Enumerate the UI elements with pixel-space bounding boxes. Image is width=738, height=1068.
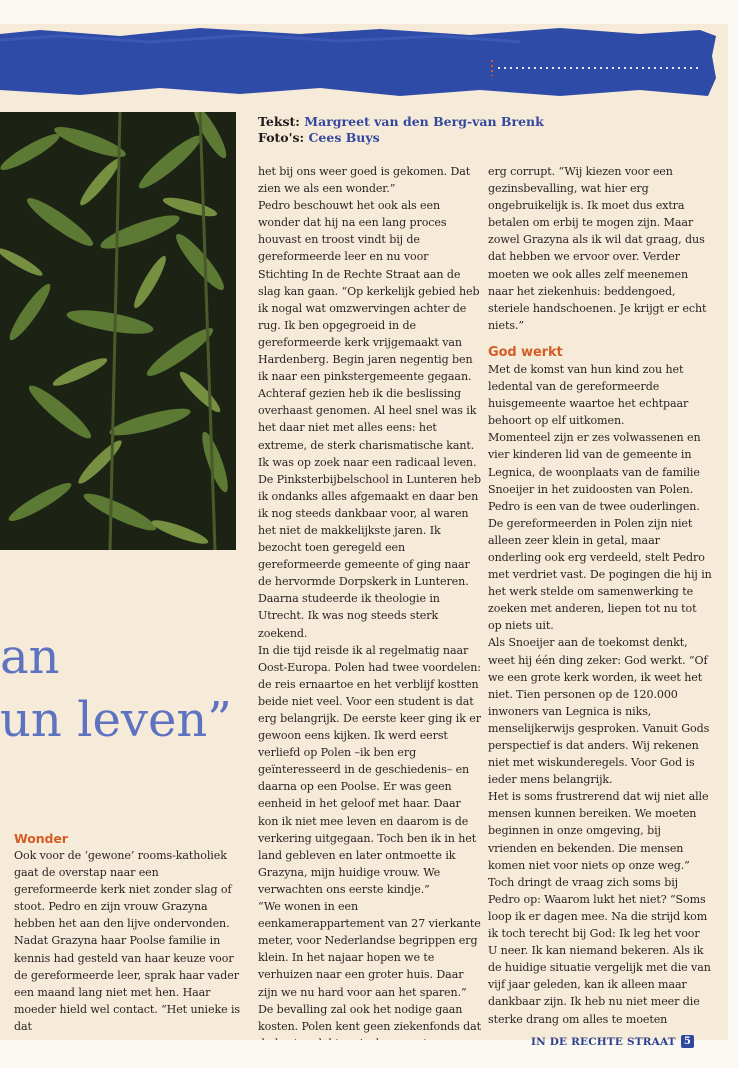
paragraph: Met de komst van hun kind zou het ledental van de gereformeerde huisgemeente waartoe het echtpaar behoort op elf uitkomen. bbox=[488, 362, 689, 428]
photo-credit bbox=[258, 130, 544, 146]
page-top-margin bbox=[0, 0, 738, 24]
blue-brush-banner bbox=[0, 26, 716, 98]
paragraph: “We wonen in een eenkamerappartement van 27 vierkante meter, voor Nederlandse begrippen erg klein. In het najaar hopen we te verhuizen naar een groter huis. Daar zijn we nu hard voor aan het sparen.” De bevalling zal ook het nodige gaan kosten. Polen kent geen ziekenfonds dat bbox=[258, 900, 482, 1033]
paragraph: Als Snoeijer aan de toekomst denkt, weet hij één ding zeker: God werkt. “Of we een grote kerk worden, ik weet het niet. Tien personen op de 120.000 inwoners van Legnica is niks, menselijkerwijs gesproken. Vanuit Gods perspectief is dat anders. Wij rekenen niet met wiskunderegels. Voor God is ieder mens belangrijk. bbox=[488, 636, 710, 787]
paragraph: Het is soms frustrerend dat wij niet alle mensen kunnen bereiken. We moeten beginnen in onze omgeving, bij vrienden en bekenden. Die mensen komen niet voor niets op onze weg.” Toch dringt de vraag zich soms bij Pedro op: Waarom lukt het niet? “Soms loop ik er dagen mee. Na die strijd kom ik toch terecht bij God: Ik leg het voor U neer. Ik kan niemand bekeren. Als ik de huidige situatie vergelijk met die van vijf jaar geleden, kan ik alleen maar dankbaar zijn. Ik heb nu niet meer die sterke drang om alles te moeten bbox=[488, 790, 711, 1026]
left-column-text: Ook voor de ‘gewone’ rooms-katholiek gaat de overstap naar een gereformeerde kerk niet zonder slag of stoot. Pedro en zijn vrouw Grazyna hebben het aan den lijve ondervonden. Nadat Grazyna haar Poolse familie in kennis had gesteld van haar keuze voor de gereformeerde leer, sprak haar vader een maand lang niet met hen. Haar moeder hield wel contact. “Het unieke is dat bbox=[14, 849, 241, 1033]
photo-credit-name: Cees Buys bbox=[308, 130, 380, 145]
paragraph: erg corrupt. “Wij kiezen voor een gezinsbevalling, wat hier erg ongebruikelijk is. Ik moet dus extra betalen om erbij te mogen zijn. Maar zowel Grazyna als ik wil dat graag, dus dat hebben we ervoor over. Verder moeten we ook alles zelf meenemen naar het ziekenhuis: beddengoed, steriele handschoenen. Je krijgt er echt niets.” bbox=[488, 165, 707, 332]
left-column bbox=[14, 830, 244, 1035]
middle-column bbox=[258, 163, 482, 1052]
paragraph: De gereformeerden in Polen zijn niet alleen zeer klein in getal, maar onderling ook erg verdeeld, stelt Pedro met verdriet vast. De pogingen die hij in het werk stelde om samenwerking te zoeken met anderen, liepen tot nu tot op niets uit. bbox=[488, 516, 712, 633]
text-credit-name: Margreet van den Berg-van Brenk bbox=[304, 114, 544, 129]
subheading-wonder: Wonder bbox=[14, 831, 68, 846]
headline-line-2: un leven” bbox=[0, 692, 232, 748]
photo-credit-label: Foto's: bbox=[258, 130, 305, 145]
magazine-name: IN DE RECHTE STRAAT bbox=[530, 1035, 676, 1048]
subheading-god-werkt: God werkt bbox=[488, 344, 563, 360]
page-footer bbox=[531, 1035, 694, 1048]
text-credit-label: Tekst: bbox=[258, 114, 300, 129]
paragraph: het bij ons weer goed is gekomen. Dat zien we als een wonder.” bbox=[258, 165, 471, 196]
text-credit bbox=[258, 114, 544, 130]
paragraph: Pedro beschouwt het ook als een wonder dat hij na een lang proces houvast en troost vindt bij de gereformeerde leer en nu voor Stichting In de Rechte Straat aan de slag kan gaan. “Op kerkelijk gebied heb ik nogal wat omzwervingen achter de rug. Ik ben opgegroeid in de gereformeerde kerk vrijgemaakt van Hardenberg. Begin jaren negentig ben ik naar een pinkstergemeente gegaan. Achteraf gezien heb ik die beslissing overhaast genomen. Al heel snel was ik het daar niet met alles eens: het extreme, de sterk charismatische kant. Ik was op zoek naar een radicaal leven. De Pinksterbijbelschool in Lunteren heb ik ondanks alles afgemaakt en daar ben ik nog steeds dankbaar voor, al waren het niet de makkelijkste jaren. Ik bezocht toen geregeld een gereformeerde gemeente of ging naar de hervormde Dorpskerk in Lunteren. Daarna studeerde ik theologie in Utrecht. Ik was nog steeds sterk zoekend. bbox=[258, 199, 482, 640]
paragraph: In die tijd reisde ik al regelmatig naar Oost-Europa. Polen had twee voordelen: de reis ernaartoe en het verblijf kostten beide niet veel. Voor een student is dat erg belangrijk. De eerste keer ging ik er gewoon eens kijken. Ik werd eerst verliefd op Polen –ik ben erg geïnteresseerd in de geschiedenis– en daarna op een Poolse. Er was geen eenheid in het geloof met haar. Daar kon ik niet mee leven en daarom is de verkering uitgegaan. Toch ben ik in het land gebleven en later ontmoette ik Grazyna, mijn huidige vrouw. We verwachten ons eerste kindje.” bbox=[258, 643, 481, 896]
headline-line-1: an bbox=[0, 629, 60, 685]
bamboo-photo bbox=[0, 112, 236, 550]
paragraph: Momenteel zijn er zes volwassenen en vier kinderen lid van de gemeente in Legnica, de woonplaats van de familie Snoeijer in het zuidoosten van Polen. Pedro is een van de twee ouderlingen. bbox=[488, 431, 701, 513]
right-column bbox=[488, 163, 712, 1028]
page-number: 5 bbox=[681, 1035, 694, 1048]
article-credits bbox=[258, 114, 544, 146]
page-right-margin bbox=[728, 0, 738, 1068]
